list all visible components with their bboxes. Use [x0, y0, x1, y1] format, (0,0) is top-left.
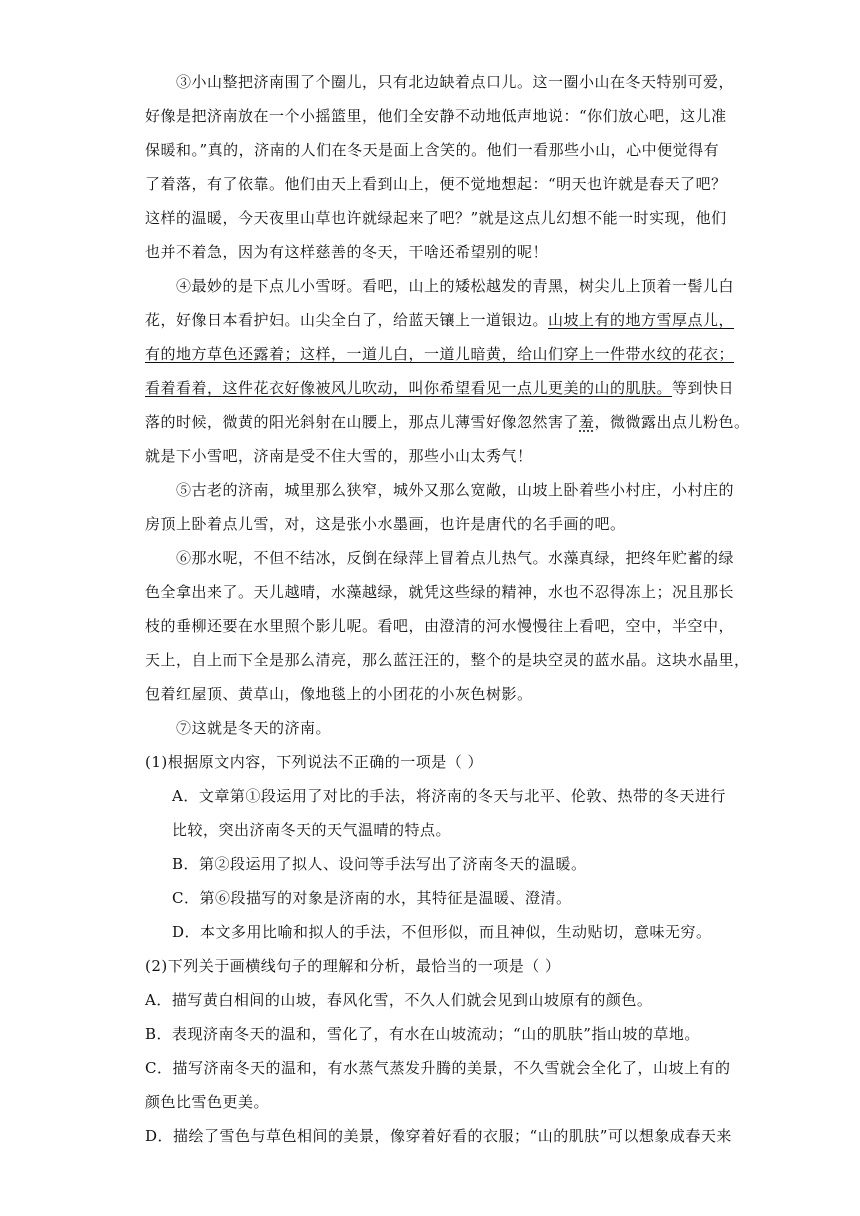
paragraph-3-line-6: 也并不着急，因为有这样慈善的冬天，干啥还希望别的呢！ — [145, 243, 549, 261]
paragraph-3-line-4: 了着落，有了依靠。他们由天上看到山上，便不觉地想起：“明天也许就是春天了吧？ — [145, 175, 727, 193]
paragraph-7: ⑦这就是冬天的济南。 — [176, 719, 332, 737]
question-1-option-b: B．第②段运用了拟人、设问等手法写出了济南冬天的温暖。 — [172, 855, 587, 873]
paragraph-5-line-2: 房顶上卧着点儿雪，对，这是张小水墨画，也许是唐代的名手画的吧。 — [145, 515, 626, 533]
question-2-stem: (2)下列关于画横线句子的理解和分析，最恰当的一项是（ ） — [145, 957, 561, 975]
paragraph-6-line-4: 天上，自上而下全是那么清亮，那么蓝汪汪的，整个的是块空灵的蓝水晶。这块水晶里， — [145, 651, 750, 669]
paragraph-6-line-5: 包着红屋顶、黄草山，像地毯上的小团花的小灰色树影。 — [145, 685, 533, 703]
question-2-option-c-line-2: 颜色比雪色更美。 — [145, 1093, 270, 1111]
paragraph-3-line-1: ③小山整把济南围了个圈儿，只有北边缺着点口儿。这一圈小山在冬天特别可爱， — [176, 73, 735, 91]
underlined-sentence-part-3: 看着看着，这件花衣好像被风儿吹动，叫你希望看见一点儿更美的山的肌肤。 — [145, 379, 673, 397]
paragraph-4-line-5-text-a: 落的时候，微黄的阳光斜射在山腰上，那点儿薄雪好像忽然害了 — [145, 413, 580, 431]
question-1-stem: (1)根据原文内容，下列说法不正确的一项是（ ） — [145, 753, 484, 771]
question-2-option-c-line-1: C．描写济南冬天的温和，有水蒸气蒸发升腾的美景，不久雪就会全化了，山坡上有的 — [145, 1059, 731, 1077]
question-1-option-c: C．第⑥段描写的对象是济南的水，其特征是温暖、澄清。 — [172, 889, 572, 907]
question-1-option-a-line-1: A．文章第①段运用了对比的手法，将济南的冬天与北平、伦敦、热带的冬天进行 — [172, 787, 726, 805]
question-1-option-a-line-2: 比较，突出济南冬天的天气温晴的特点。 — [172, 821, 452, 839]
paragraph-3-line-3: 保暖和。”真的，济南的人们在冬天是面上含笑的。他们一看那些小山，心中便觉得有 — [145, 141, 720, 159]
paragraph-4-line-6: 就是下小雪吧，济南是受不住大雪的，那些小山太秀气！ — [145, 447, 533, 465]
paragraph-4-line-5-text-c: ，微微露出点儿粉色。 — [594, 413, 750, 431]
paragraph-3-line-5: 这样的温暖，今天夜里山草也许就绿起来了吧？”就是这点儿幻想不能一时实现，他们 — [145, 209, 727, 227]
paragraph-4-line-1: ④最妙的是下点儿小雪呀。看吧，山上的矮松越发的青黑，树尖儿上顶着一髻儿白 — [176, 277, 735, 295]
paragraph-6-line-2: 色全拿出来了。天儿越晴，水藻越绿，就凭这些绿的精神，水也不忍得冻上；况且那长 — [145, 583, 735, 601]
question-2-option-a: A．描写黄白相间的山坡，春风化雪，不久人们就会见到山坡原有的颜色。 — [145, 991, 653, 1009]
marked-word-xiu: 羞 — [579, 413, 595, 431]
paragraph-6-line-3: 枝的垂柳还要在水里照个影儿呢。看吧，由澄清的河水慢慢往上看吧，空中，半空中， — [145, 617, 735, 635]
question-2-option-d: D．描绘了雪色与草色相间的美景，像穿着好看的衣服；“山的肌肤”可以想象成春天来 — [145, 1127, 732, 1145]
question-1-option-d: D．本文多用比喻和拟人的手法，不但形似，而且神似，生动贴切，意味无穷。 — [172, 923, 712, 941]
paragraph-5-line-1: ⑤古老的济南，城里那么狭窄，城外又那么宽敞，山坡上卧着些小村庄，小村庄的 — [176, 481, 735, 499]
paragraph-6-line-1: ⑥那水呢，不但不结冰，反倒在绿萍上冒着点儿热气。水藻真绿，把终年贮蓄的绿 — [176, 549, 735, 567]
underlined-sentence-part-1: 山坡上有的地方雪厚点儿， — [548, 311, 735, 329]
paragraph-4-line-2-text: 花，好像日本看护妇。山尖全白了，给蓝天镶上一道银边。 — [145, 311, 549, 329]
underlined-sentence-part-2: 有的地方草色还露着；这样，一道儿白，一道儿暗黄，给山们穿上一件带水纹的花衣； — [145, 345, 735, 363]
paragraph-3-line-2: 好像是把济南放在一个小摇篮里，他们全安静不动地低声地说：“你们放心吧，这儿准 — [145, 107, 727, 125]
question-2-option-b: B．表现济南冬天的温和，雪化了，有水在山坡流动；“山的肌肤”指山坡的草地。 — [145, 1025, 700, 1043]
paragraph-4-line-4 — [145, 378, 734, 398]
paragraph-4-line-2 — [145, 310, 734, 330]
paragraph-4-line-4-text: 等到快日 — [672, 379, 735, 397]
paragraph-4-line-5 — [145, 412, 750, 432]
